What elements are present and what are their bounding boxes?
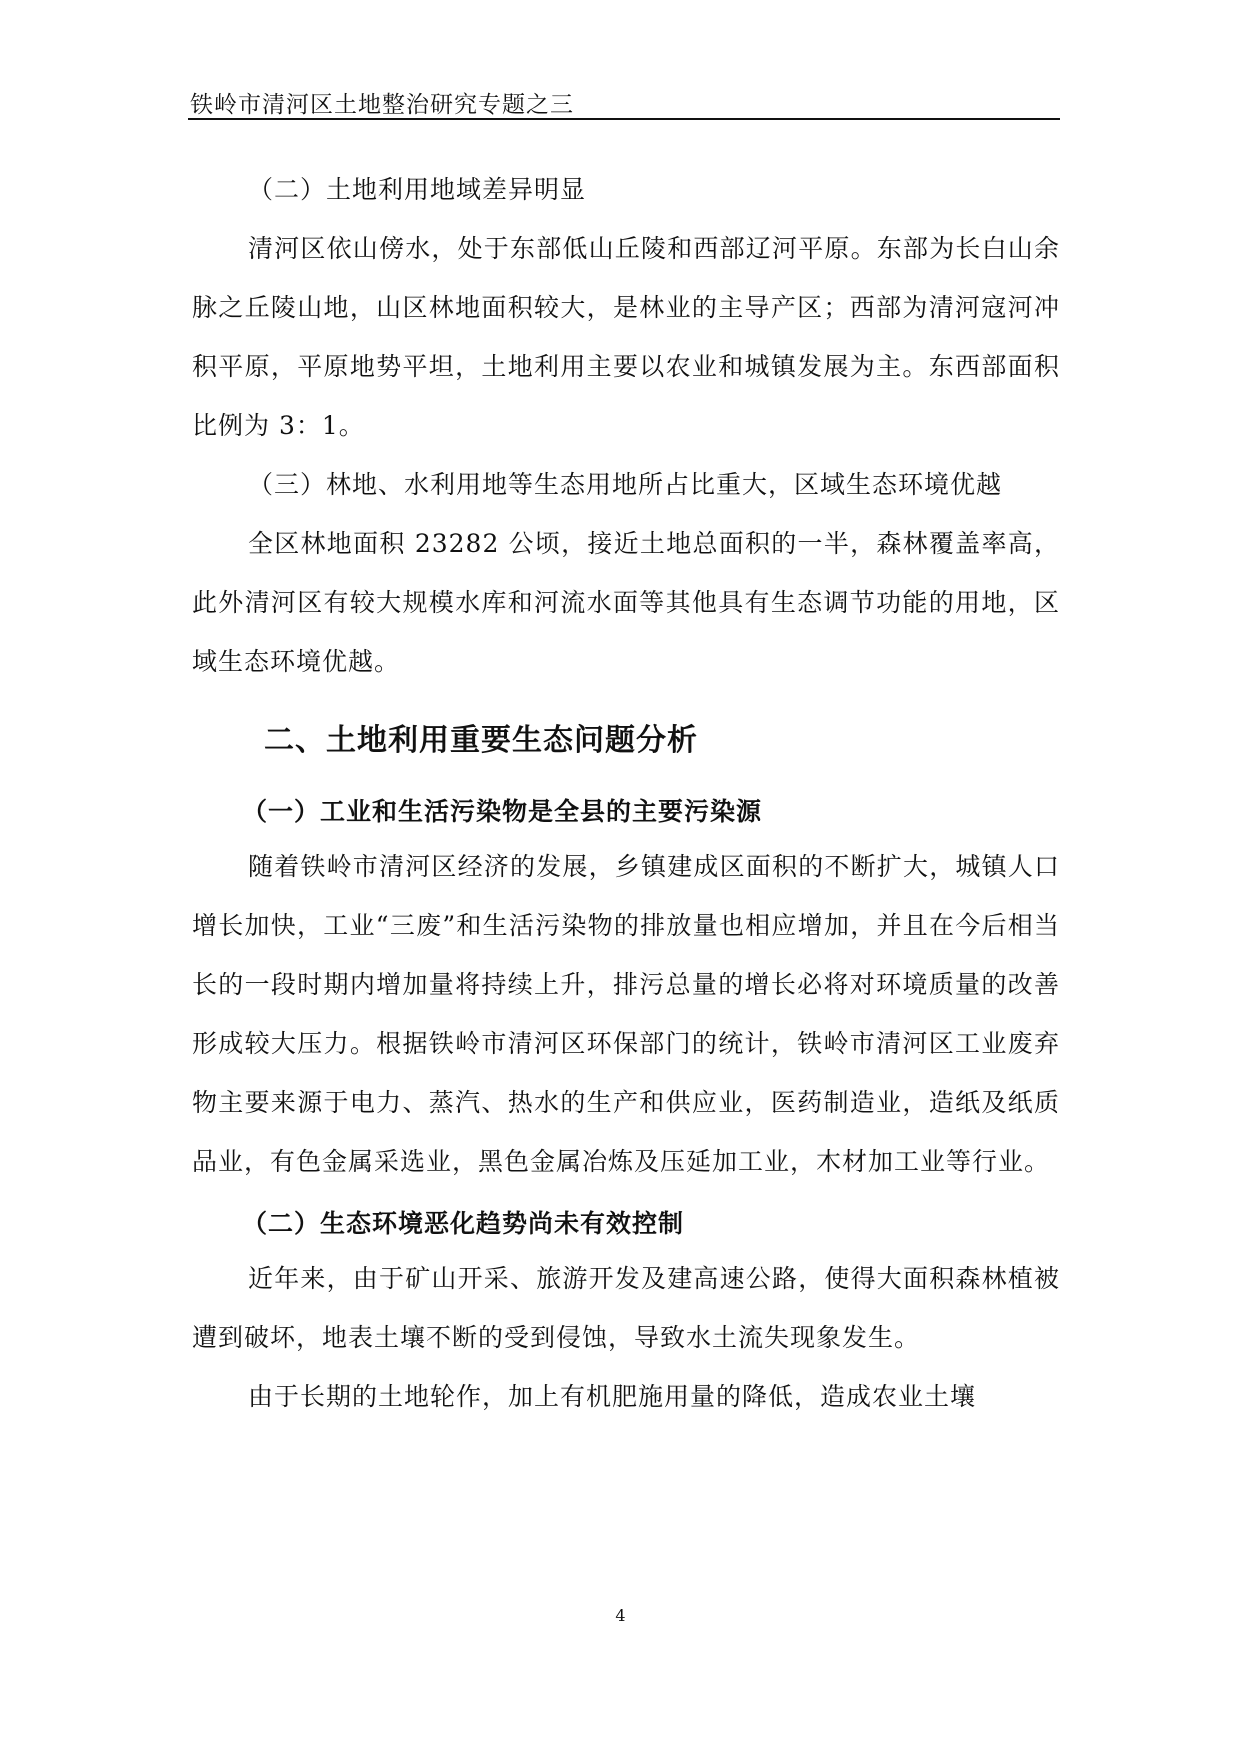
subsection-heading-2: （二）土地利用地域差异明显: [248, 175, 587, 204]
subsection-heading-3: （三）林地、水利用地等生态用地所占比重大，区域生态环境优越: [248, 470, 1003, 499]
section-title-2: 二、土地利用重要生态问题分析: [264, 723, 698, 758]
paragraph-ecological-land: 全区林地面积 23282 公顷，接近土地总面积的一半，森林覆盖率高，此外清河区有较大规模水库和河流水面等其他具有生态调节功能的用地，区域生态环境优越。: [192, 529, 1060, 676]
page-body: [192, 160, 1060, 1426]
paragraph-soil-erosion: 近年来，由于矿山开采、旅游开发及建高速公路，使得大面积森林植被遭到破坏，地表土壤不断的受到侵蚀，导致水土流失现象发生。: [192, 1264, 1060, 1352]
section2-subheading-1: （一）工业和生活污染物是全县的主要污染源: [242, 797, 763, 826]
section2-subheading-2: （二）生态环境恶化趋势尚未有效控制: [242, 1209, 685, 1238]
page-number: 4: [615, 1606, 626, 1625]
paragraph-soil-fertility: 由于长期的土地轮作，加上有机肥施用量的降低，造成农业土壤: [248, 1382, 977, 1411]
paragraph-pollution-sources: 随着铁岭市清河区经济的发展，乡镇建成区面积的不断扩大，城镇人口增长加快，工业“三废”和生活污染物的排放量也相应增加，并且在今后相当长的一段时期内增加量将持续上升，排污总量的增长必将对环境质量的改善形成较大压力。根据铁岭市清河区环保部门的统计，铁岭市清河区工业废弃物主要来源于电力、蒸汽、热水的生产和供应业，医药制造业，造纸及纸质品业，有色金属采选业，黑色金属冶炼及压延加工业，木材加工业等行业。: [192, 852, 1060, 1176]
paragraph-regional-difference: 清河区依山傍水，处于东部低山丘陵和西部辽河平原。东部为长白山余脉之丘陵山地，山区林地面积较大，是林业的主导产区；西部为清河寇河冲积平原，平原地势平坦，土地利用主要以农业和城镇发展为主。东西部面积比例为 3：1。: [192, 234, 1060, 440]
running-header: 铁岭市清河区土地整治研究专题之三: [190, 92, 574, 118]
header-rule: [188, 118, 1060, 120]
